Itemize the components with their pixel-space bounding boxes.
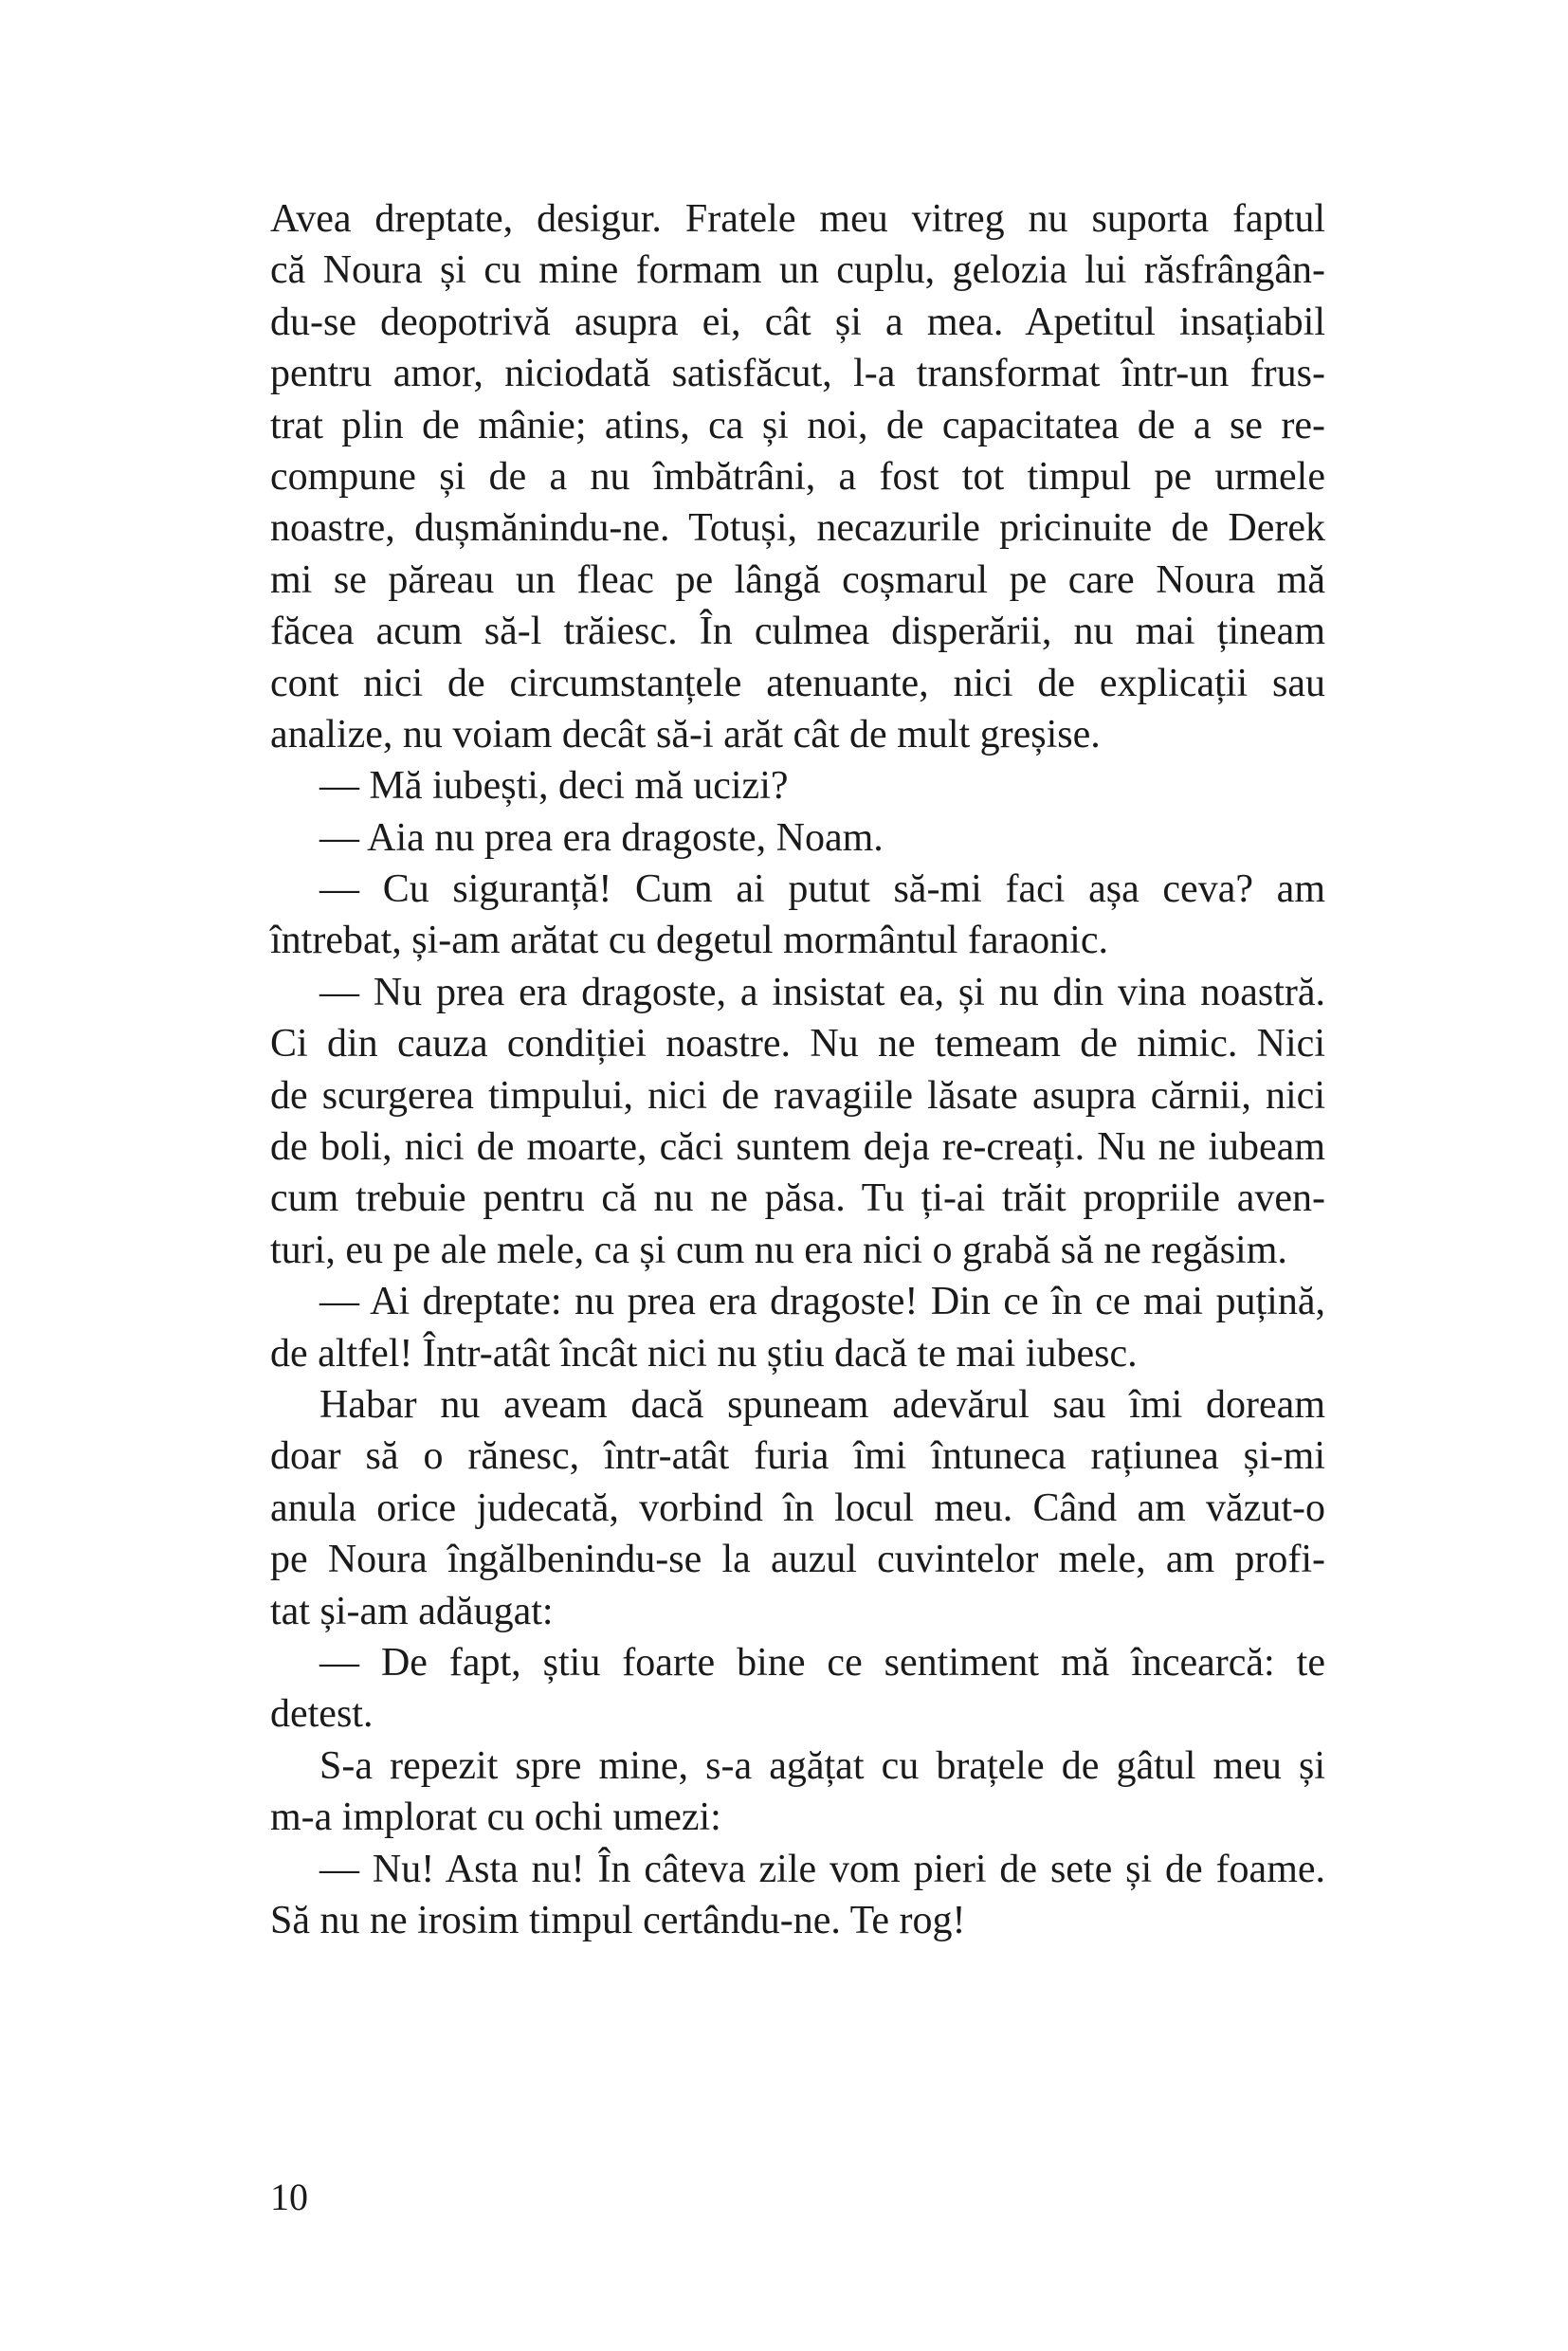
- text-line: — Nu prea era dragoste, a insistat ea, și nu din vina noastră.: [319, 970, 1325, 1014]
- text-line: de scurgerea timpului, nici de ravagiile lăsate asupra cărnii, nici: [270, 1073, 1325, 1118]
- text-line: anula orice judecată, vorbind în locul meu. Când am văzut-o: [270, 1485, 1325, 1530]
- text-line: Habar nu aveam dacă spuneam adevărul sau îmi doream: [319, 1382, 1325, 1427]
- text-line: noastre, dușmănindu-ne. Totuși, necazurile pricinuite de Derek: [270, 506, 1325, 551]
- text-line: — Nu! Asta nu! În câteva zile vom pieri de sete și de foame.: [319, 1847, 1325, 1891]
- text-line: — Aia nu prea era dragoste, Noam.: [319, 815, 884, 860]
- text-line: du-se deopotrivă asupra ei, cât și a mea. Apetitul insațiabil: [270, 300, 1325, 344]
- text-line: Ci din cauza condiției noastre. Nu ne temeam de nimic. Nici: [270, 1022, 1325, 1066]
- text-line: — Mă iubești, deci mă ucizi?: [319, 764, 789, 809]
- text-line: — De fapt, știu foarte bine ce sentiment mă încearcă: te: [319, 1640, 1325, 1685]
- dialogue-paragraph: [270, 1844, 1325, 1947]
- text-line: turi, eu pe ale mele, ca și cum nu era nici o grabă să ne regăsim.: [270, 1228, 1287, 1272]
- paragraph: [270, 1740, 1325, 1844]
- text-line: că Noura și cu mine formam un cuplu, gelozia lui răsfrângân-: [270, 248, 1325, 293]
- text-line: pe Noura îngălbenindu-se la auzul cuvintelor mele, am profi-: [270, 1538, 1325, 1582]
- text-line: cum trebuie pentru că nu ne păsa. Tu ți-ai trăit propriile aven-: [270, 1176, 1325, 1221]
- text-line: analize, nu voiam decât să-i arăt cât de mult greșise.: [270, 712, 1101, 756]
- paragraph: [270, 1379, 1325, 1637]
- text-line: S-a repezit spre mine, s-a agățat cu brațele de gâtul meu și: [319, 1743, 1325, 1788]
- text-line: Să nu ne irosim timpul certându-ne. Te rog!: [270, 1898, 966, 1942]
- page-number: 10: [270, 2176, 308, 2218]
- text-line: mi se păreau un fleac pe lângă coșmarul pe care Noura mă: [270, 557, 1325, 602]
- body-text: [270, 193, 1325, 1946]
- text-line: — Cu siguranță! Cum ai putut să-mi faci așa ceva? am: [319, 867, 1325, 912]
- dialogue-paragraph: [270, 812, 1325, 864]
- text-line: Avea dreptate, desigur. Fratele meu vitreg nu suporta faptul: [270, 197, 1325, 241]
- text-line: de boli, nici de moarte, căci suntem deja re-creați. Nu ne iubeam: [270, 1125, 1325, 1170]
- text-line: detest.: [270, 1692, 374, 1737]
- dialogue-paragraph: [270, 967, 1325, 1276]
- text-line: pentru amor, niciodată satisfăcut, l-a transformat într-un frus-: [270, 352, 1325, 396]
- dialogue-paragraph: [270, 1276, 1325, 1379]
- dialogue-paragraph: [270, 1637, 1325, 1740]
- text-line: m-a implorat cu ochi umezi:: [270, 1795, 721, 1840]
- paragraph: [270, 193, 1325, 760]
- dialogue-paragraph: [270, 760, 1325, 811]
- dialogue-paragraph: [270, 864, 1325, 967]
- text-line: făcea acum să-l trăiesc. În culmea disperării, nu mai țineam: [270, 610, 1325, 654]
- text-line: — Ai dreptate: nu prea era dragoste! Din ce în ce mai puțină,: [319, 1280, 1325, 1324]
- text-line: trat plin de mânie; atins, ca și noi, de capacitatea de a se re-: [270, 403, 1325, 447]
- text-line: compune și de a nu îmbătrâni, a fost tot timpul pe urmele: [270, 454, 1325, 499]
- text-line: cont nici de circumstanțele atenuante, nici de explicații sau: [270, 661, 1325, 705]
- text-line: tat și-am adăugat:: [270, 1589, 554, 1633]
- text-line: doar să o rănesc, într-atât furia îmi întuneca rațiunea și-mi: [270, 1434, 1325, 1479]
- text-line: întrebat, și-am arătat cu degetul mormântul faraonic.: [270, 919, 1108, 963]
- text-line: de altfel! Într-atât încât nici nu știu dacă te mai iubesc.: [270, 1331, 1138, 1376]
